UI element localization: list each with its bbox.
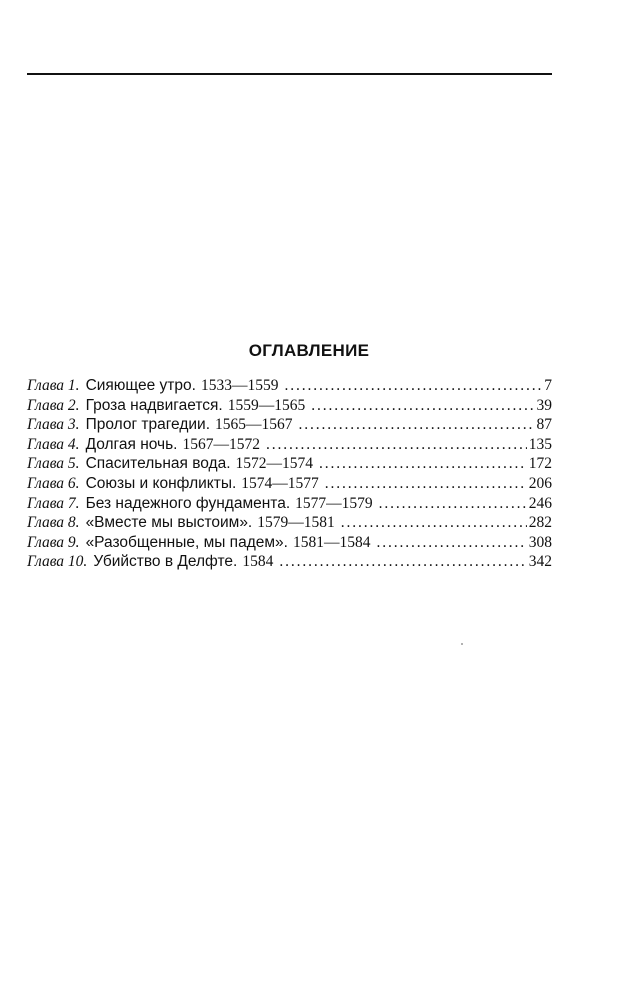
page-number: 135 [528, 435, 552, 453]
chapter-number: Глава 1. [27, 377, 80, 394]
chapter-years: 1567—1572 [182, 435, 260, 453]
page-number: 308 [528, 533, 552, 551]
print-speck [461, 643, 463, 645]
chapter-title: Союзы и конфликты. [85, 474, 237, 492]
toc-entry [27, 533, 552, 553]
toc-entry [27, 552, 552, 572]
chapter-title: «Разобщенные, мы падем». [85, 533, 288, 551]
chapter-years: 1584 [242, 553, 274, 571]
chapter-title: Спасительная вода. [85, 455, 231, 473]
page-number: 282 [528, 514, 552, 532]
chapter-title: Убийство в Делфте. [93, 553, 238, 571]
chapter-number: Глава 5. [27, 455, 80, 473]
chapter-years: 1572—1574 [235, 455, 314, 473]
chapter-years: 1533—1559 [200, 377, 279, 394]
top-rule [27, 73, 552, 75]
chapter-title: Сияющее утро. [85, 377, 196, 394]
chapter-number: Глава 2. [27, 396, 80, 414]
table-of-contents [27, 376, 552, 572]
chapter-number: Глава 6. [27, 474, 80, 492]
page-number: 39 [536, 396, 552, 414]
chapter-title: «Вместе мы выстоим». [85, 514, 253, 532]
chapter-title: Долгая ночь. [85, 435, 178, 453]
chapter-years: 1565—1567 [215, 416, 293, 434]
page-number: 246 [528, 494, 552, 512]
chapter-years: 1559—1565 [227, 396, 306, 414]
dot-leader [341, 513, 527, 533]
toc-entry [27, 494, 552, 514]
toc-entry [27, 454, 552, 474]
toc-entry [27, 396, 552, 416]
dot-leader [319, 454, 527, 474]
chapter-number: Глава 7. [27, 494, 80, 512]
chapter-number: Глава 10. [27, 553, 88, 571]
toc-entry [27, 415, 552, 435]
chapter-years: 1577—1579 [295, 494, 373, 512]
toc-heading: ОГЛАВЛЕНИЕ [248, 341, 370, 360]
page-number: 342 [528, 553, 552, 571]
toc-entry [27, 513, 552, 533]
page-number: 7 [544, 377, 552, 394]
dot-leader [299, 415, 535, 435]
dot-leader [266, 435, 527, 455]
dot-leader [311, 396, 534, 416]
page-number: 172 [528, 455, 552, 473]
chapter-years: 1581—1584 [292, 533, 371, 551]
chapter-years: 1579—1581 [257, 514, 335, 532]
dot-leader [376, 533, 526, 553]
chapter-years: 1574—1577 [241, 474, 319, 492]
dot-leader [325, 474, 527, 494]
chapter-title: Гроза надвигается. [85, 396, 223, 414]
chapter-number: Глава 4. [27, 435, 80, 453]
toc-entry [27, 435, 552, 455]
page-number: 206 [528, 474, 552, 492]
chapter-number: Глава 3. [27, 416, 80, 434]
chapter-title: Без надежного фундамента. [85, 494, 291, 512]
dot-leader [279, 552, 526, 572]
page-number: 87 [536, 416, 552, 434]
dot-leader [284, 376, 542, 396]
dot-leader [379, 494, 527, 514]
chapter-number: Глава 8. [27, 514, 80, 532]
chapter-number: Глава 9. [27, 533, 80, 551]
toc-entry [27, 474, 552, 494]
chapter-title: Пролог трагедии. [85, 416, 211, 434]
toc-entry [27, 376, 552, 396]
